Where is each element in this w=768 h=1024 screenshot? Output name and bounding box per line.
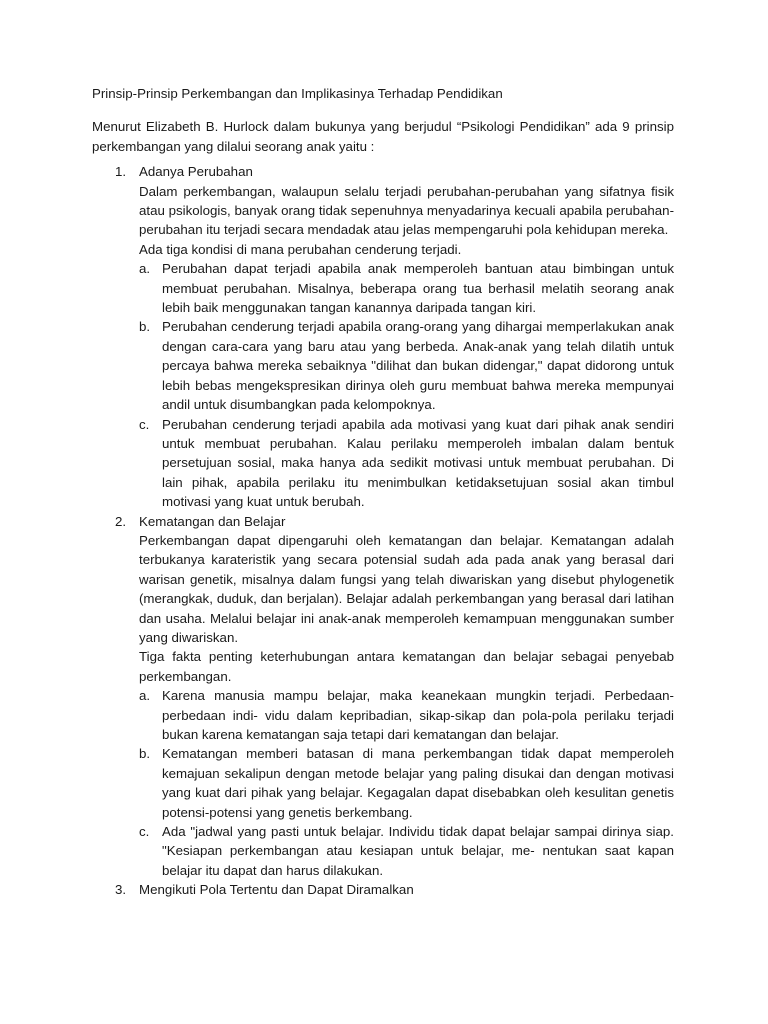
principle-item xyxy=(92,880,674,899)
sub-item-text: Perubahan cenderung terjadi apabila ada motivasi yang kuat dari pihak anak sendiri untuk membuat perubahan. Kalau perilaku memperoleh imbalan dalam bentuk persetujuan sosial, maka hanya ada sedikit motivasi untuk membuat perubahan. Di lain pihak, apabila perilaku itu menimbulkan ketidaksetujuan sosial akan timbul motivasi yang kuat untuk berubah. xyxy=(162,416,674,510)
sub-item-text: Ada "jadwal yang pasti untuk belajar. Individu tidak dapat belajar sampai dirinya siap. "Kesiapan perkembangan atau kesiapan untuk belajar, me- nentukan saat kapan belajar itu dapat dan harus dilakukan. xyxy=(162,824,674,878)
item-heading: Mengikuti Pola Tertentu dan Dapat Diramalkan xyxy=(139,882,414,898)
sub-item xyxy=(139,317,674,414)
principle-item xyxy=(92,162,674,511)
sub-item-text: Perubahan cenderung terjadi apabila orang-orang yang dihargai memperlakukan anak dengan cara-cara yang baru atau yang berbeda. Anak-anak yang telah dilatih untuk percaya bahwa mereka sebaiknya "dilihat dan bukan didengar," dapat didorong untuk lebih bebas mengekspresikan dirinya oleh guru membuat bahwa mereka mempunyai andil untuk disumbangkan pada kelompoknya. xyxy=(162,319,674,413)
item-paragraph: Ada tiga kondisi di mana perubahan cenderung terjadi. xyxy=(139,241,462,257)
sub-item xyxy=(139,415,674,512)
sub-item-letter: c. xyxy=(139,416,150,432)
sub-item-letter: b. xyxy=(139,746,151,762)
sub-item xyxy=(139,822,674,880)
intro-paragraph: Menurut Elizabeth B. Hurlock dalam bukunya yang berjudul “Psikologi Pendidikan” ada 9 prinsip perkembangan yang dilalui seorang anak yaitu : xyxy=(92,119,674,154)
item-number: 1. xyxy=(115,164,127,180)
sub-item-text: Karena manusia mampu belajar, maka keanekaan mungkin terjadi. Perbedaan-perbedaan indi- vidu dalam kepribadian, sikap-sikap dan pola-pola perilaku terjadi bukan karena kematangan saja tetapi dari kematangan dan belajar. xyxy=(162,688,674,742)
sub-item-letter: c. xyxy=(139,824,150,840)
sub-item-letter: b. xyxy=(139,319,151,335)
sub-item-letter: a. xyxy=(139,261,151,277)
sub-item xyxy=(139,686,674,744)
sub-list xyxy=(139,686,674,880)
item-paragraph: Dalam perkembangan, walaupun selalu terjadi perubahan-perubahan yang sifatnya fisik atau psikologis, banyak orang tidak sepenuhnya menyadarinya kecuali apabila perubahan-perubahan itu terjadi secara mendadak atau jelas mempengaruhi pola kehidupan mereka. xyxy=(139,183,674,238)
item-heading: Kematangan dan Belajar xyxy=(139,513,286,529)
sub-item-text: Perubahan dapat terjadi apabila anak memperoleh bantuan atau bimbingan untuk membuat perubahan. Misalnya, beberapa orang tua berhasil melatih seorang anak lebih baik menggunakan tangan kanannya daripada tangan kiri. xyxy=(162,261,674,316)
principle-item xyxy=(92,512,674,881)
document-title: Prinsip-Prinsip Perkembangan dan Implikasinya Terhadap Pendidikan xyxy=(92,86,503,101)
sub-list xyxy=(139,259,674,511)
item-paragraph: Perkembangan dapat dipengaruhi oleh kematangan dan belajar. Kematangan adalah terbukanya karateristik yang secara potensial sudah ada pada anak yang berasal dari warisan genetik, misalnya dalam fungsi yang telah diwariskan yang disebut phylogenetik (merangkak, duduk, dan berjalan). Belajar adalah perkembangan yang berasal dari latihan dan usaha. Melalui belajar ini anak-anak memperoleh kemampuan menggunakan sumber yang diwariskan. xyxy=(139,532,674,645)
principles-list xyxy=(92,162,674,899)
sub-item xyxy=(139,744,674,822)
sub-item xyxy=(139,259,674,317)
item-heading: Adanya Perubahan xyxy=(139,164,253,180)
sub-item-text: Kematangan memberi batasan di mana perkembangan tidak dapat memperoleh kemajuan sekalipun dengan metode belajar yang paling disukai dan dengan motivasi yang kuat dari pihak yang belajar. Kegagalan dapat disebabkan oleh kesulitan genetis potensi-potensi yang genetis berkembang. xyxy=(162,746,674,820)
item-paragraph: Tiga fakta penting keterhubungan antara kematangan dan belajar sebagai penyebab perkembangan. xyxy=(139,649,674,684)
item-number: 2. xyxy=(115,513,127,529)
item-number: 3. xyxy=(115,882,127,898)
sub-item-letter: a. xyxy=(139,688,151,704)
